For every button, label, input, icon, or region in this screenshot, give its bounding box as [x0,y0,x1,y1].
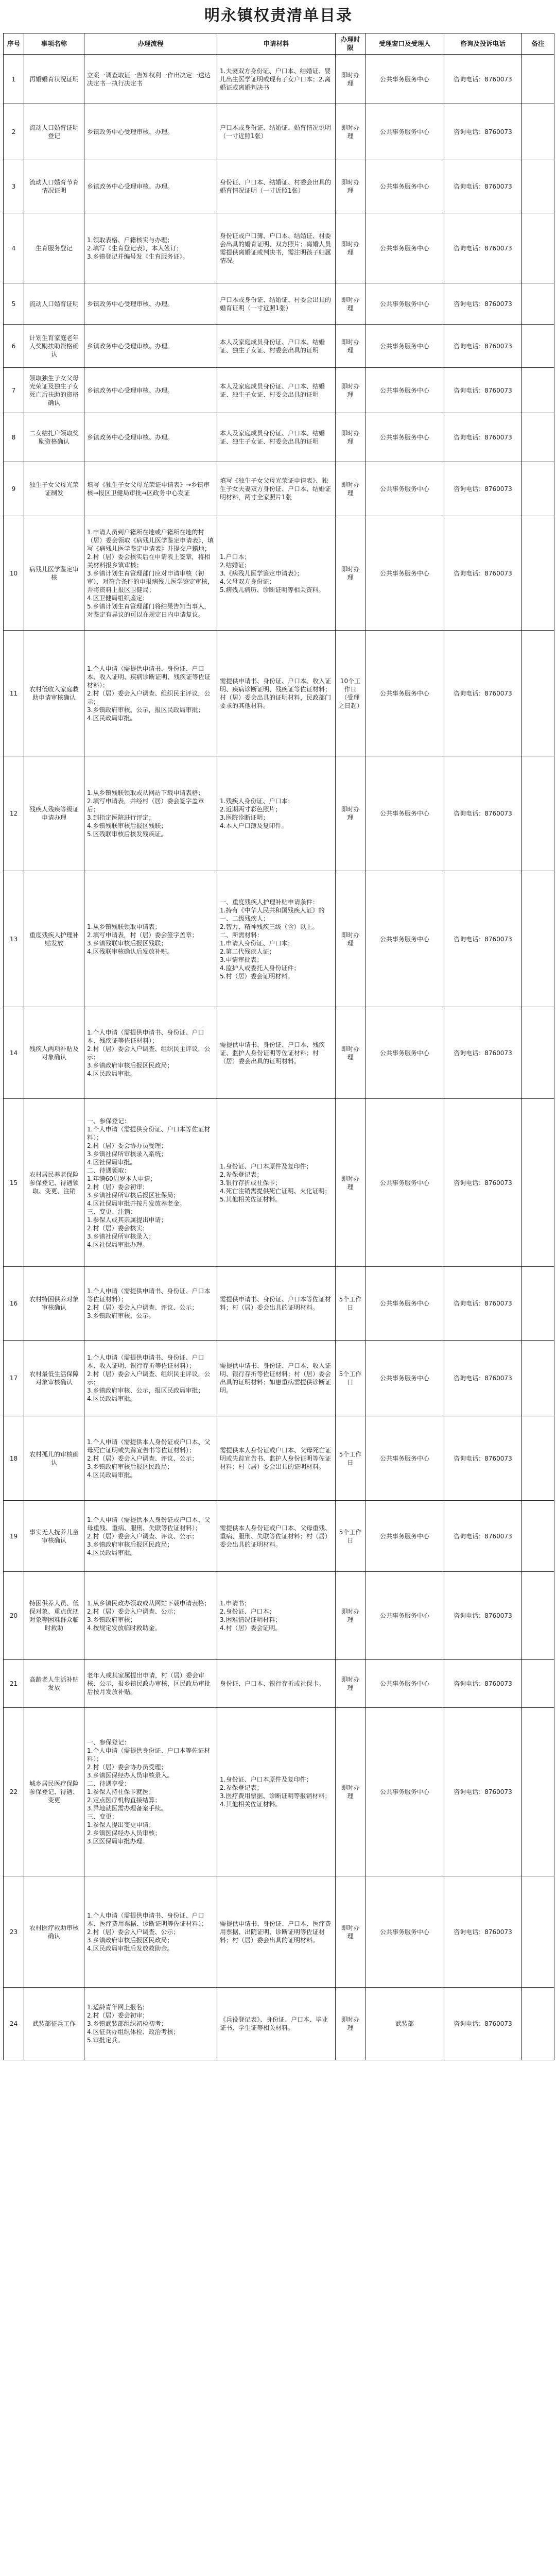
time-limit-cell: 即时办理 [336,55,365,104]
item-name-cell: 生育服务登记 [24,213,84,283]
phone-cell: 咨询电话：8760073 [444,1341,522,1416]
process-cell: 老年人或其家属提出申请，村（居）委会审核、公示，报乡镇民政办审核，区民政局审批后按月发放补贴。 [84,1660,217,1708]
phone-cell: 咨询电话：8760073 [444,462,522,516]
seq-cell: 18 [4,1416,24,1501]
table-row [4,631,554,756]
phone-cell: 咨询电话：8760073 [444,516,522,631]
seq-cell: 17 [4,1341,24,1416]
time-limit-cell: 即时办理 [336,756,365,871]
column-header-phone: 咨询及投诉电话 [444,33,522,55]
table-row [4,1572,554,1660]
table-row [4,55,554,104]
time-limit-cell: 即时办理 [336,1007,365,1099]
materials-cell: 1.申请书； 2.身份证、户口本； 3.困难情况证明材料； 4.村（居）委会证明。 [217,1572,336,1660]
phone-cell: 咨询电话：8760073 [444,1988,522,2060]
table-header-row [4,33,554,55]
table-row [4,1099,554,1267]
time-limit-cell: 即时办理 [336,368,365,413]
note-cell [522,756,554,871]
materials-cell: 1.身份证、户口本原件及复印件； 2.参保登记表； 3.医疗费用票据、诊断证明等报销材料； 4.其他相关佐证材料。 [217,1708,336,1876]
window-cell: 公共事务服务中心 [365,1099,444,1267]
note-cell [522,1572,554,1660]
phone-cell: 咨询电话：8760073 [444,1501,522,1572]
process-cell: 1.个人申请（需提供申请书、身份证、户口本、残疾证等佐证材料）； 2.村（居）委会入户调查、组织民主评议，公示； 3.乡镇政府审核后报区民政局； 4.区民政局审批。 [84,1007,217,1099]
seq-cell: 21 [4,1660,24,1708]
process-cell: 1.从乡镇残联领取或从网站下载申请表格； 2.填写申请表，并经村（居）委会签字盖章后； 3.到指定医院进行评定； 4.乡镇残联审核后报区残联； 5.区残联审核后核发残疾证。 [84,756,217,871]
materials-cell: 本人及家庭成员身份证、户口本、结婚证、独生子女证、村委会出具的证明 [217,413,336,462]
page-title: 明永镇权责清单目录 [204,7,353,25]
seq-cell: 7 [4,368,24,413]
materials-cell: 身份证、户口本、银行存折或社保卡。 [217,1660,336,1708]
note-cell [522,631,554,756]
phone-cell: 咨询电话：8760073 [444,325,522,368]
note-cell [522,55,554,104]
seq-cell: 11 [4,631,24,756]
seq-cell: 16 [4,1267,24,1341]
item-name-cell: 流动人口婚育证明 [24,283,84,325]
note-cell [522,1501,554,1572]
time-limit-cell: 即时办理 [336,1876,365,1988]
seq-cell: 2 [4,104,24,160]
window-cell: 公共事务服务中心 [365,462,444,516]
phone-cell: 咨询电话：8760073 [444,160,522,213]
materials-cell: 1.身份证、户口本原件及复印件； 2.参保登记表； 3.银行存折或社保卡； 4.死亡注销需提供死亡证明、火化证明； 5.其他相关佐证材料。 [217,1099,336,1267]
seq-cell: 19 [4,1501,24,1572]
column-header-window: 受理窗口及受理人 [365,33,444,55]
time-limit-cell: 即时办理 [336,104,365,160]
window-cell: 公共事务服务中心 [365,1572,444,1660]
note-cell [522,104,554,160]
seq-cell: 3 [4,160,24,213]
column-header-note: 备注 [522,33,554,55]
column-header-name: 事项名称 [24,33,84,55]
table-row [4,283,554,325]
materials-cell: 需提供本人身份证或户口本、父母重残、重病、服刑、失联等佐证材料；村（居）委会出具的证明材料。 [217,1501,336,1572]
item-name-cell: 再婚婚育状况证明 [24,55,84,104]
table-row [4,516,554,631]
window-cell: 公共事务服务中心 [365,368,444,413]
window-cell: 公共事务服务中心 [365,55,444,104]
table-row [4,213,554,283]
time-limit-cell: 即时办理 [336,160,365,213]
time-limit-cell: 5个工作日 [336,1416,365,1501]
column-header-seq: 序号 [4,33,24,55]
window-cell: 公共事务服务中心 [365,1708,444,1876]
phone-cell: 咨询电话：8760073 [444,1876,522,1988]
seq-cell: 5 [4,283,24,325]
phone-cell: 咨询电话：8760073 [444,1267,522,1341]
window-cell: 公共事务服务中心 [365,1876,444,1988]
process-cell: 立案一调查取证一告知权利一作出决定一送达决定书一执行决定书 [84,55,217,104]
phone-cell: 咨询电话：8760073 [444,283,522,325]
time-limit-cell: 5个工作日 [336,1267,365,1341]
phone-cell: 咨询电话：8760073 [444,631,522,756]
item-name-cell: 重度残疾人护理补贴发放 [24,871,84,1007]
process-cell: 乡镇政务中心受理审核、办理。 [84,413,217,462]
time-limit-cell: 即时办理 [336,516,365,631]
time-limit-cell: 10个工作日（受理之日起） [336,631,365,756]
table-row [4,1501,554,1572]
phone-cell: 咨询电话：8760073 [444,1099,522,1267]
time-limit-cell: 即时办理 [336,413,365,462]
process-cell: 1.领取表格、户籍核实与办理； 2.填写《生育登记表》，本人签订； 3.乡镇登记并编号发《生育服务证》。 [84,213,217,283]
phone-cell: 咨询电话：8760073 [444,1660,522,1708]
phone-cell: 咨询电话：8760073 [444,1572,522,1660]
note-cell [522,213,554,283]
item-name-cell: 残疾人两项补贴及对象确认 [24,1007,84,1099]
item-name-cell: 流动人口婚育节育情况证明 [24,160,84,213]
materials-cell: 需提供申请书、身份证、户口本、收入证明、银行存折等佐证材料；村（居）委会出具的证明材料；如患重病需提供诊断证明。 [217,1341,336,1416]
time-limit-cell: 即时办理 [336,1660,365,1708]
phone-cell: 咨询电话：8760073 [444,413,522,462]
item-name-cell: 二女结扎户领取奖励资格确认 [24,413,84,462]
phone-cell: 咨询电话：8760073 [444,871,522,1007]
process-cell: 1.个人申请（需提供申请书、身份证、户口本、医疗费用票据、诊断证明等佐证材料）； 2.村（居）委会入户调查、公示； 3.乡镇政府审核后报区民政局； 4.区民政局审批后发放救助金。 [84,1876,217,1988]
item-name-cell: 武装部征兵工作 [24,1988,84,2060]
note-cell [522,1708,554,1876]
note-cell [522,1099,554,1267]
window-cell: 公共事务服务中心 [365,104,444,160]
item-name-cell: 特困供养人员、低保对象、重点优抚对象等困难群众临时救助 [24,1572,84,1660]
table-row [4,756,554,871]
column-header-time: 办理时限 [336,33,365,55]
window-cell: 公共事务服务中心 [365,1416,444,1501]
process-cell: 1.个人申请（需提供本人身份证或户口本、父母死亡证明或失踪宣告书等佐证材料）； 2.村（居）委会入户调查、评议、公示； 3.乡镇政府审核后报区民政局； 4.区民政局审批。 [84,1416,217,1501]
window-cell: 公共事务服务中心 [365,213,444,283]
phone-cell: 咨询电话：8760073 [444,756,522,871]
time-limit-cell: 5个工作日 [336,1501,365,1572]
table-row [4,1708,554,1876]
time-limit-cell: 5个工作日 [336,1341,365,1416]
note-cell [522,1007,554,1099]
time-limit-cell: 即时办理 [336,1572,365,1660]
catalog-body [4,55,554,2060]
note-cell [522,871,554,1007]
phone-cell: 咨询电话：8760073 [444,1416,522,1501]
item-name-cell: 独生子女父母光荣证制发 [24,462,84,516]
time-limit-cell: 即时办理 [336,213,365,283]
materials-cell: 户口本或身份证、结婚证、婚育情况说明（一寸近照1张） [217,104,336,160]
materials-cell: 身份证或户口簿、户口本、结婚证、村委会出具的婚育证明、双方照片；离婚人员需提供离婚证或判决书，需注明孩子归属情况。 [217,213,336,283]
seq-cell: 6 [4,325,24,368]
process-cell: 乡镇政务中心受理审核、办理。 [84,283,217,325]
item-name-cell: 残疾人残疾等级证申请办理 [24,756,84,871]
window-cell: 公共事务服务中心 [365,283,444,325]
window-cell: 公共事务服务中心 [365,1007,444,1099]
item-name-cell: 高龄老人生活补贴发放 [24,1660,84,1708]
table-row [4,160,554,213]
seq-cell: 23 [4,1876,24,1988]
table-row [4,1341,554,1416]
process-cell: 乡镇政务中心受理审核、办理。 [84,368,217,413]
process-cell: 1.个人申请（需提供申请书、身份证、户口本、收入证明、疾病诊断证明、残疾证等佐证材料）； 2.村（居）委会入户调查、组织民主评议，公示； 3.乡镇政府审核、公示，报区民政局审批； 4.区民政局审批。 [84,631,217,756]
materials-cell: 一、重度残疾人护理补贴申请条件： 1.持有《中华人民共和国残疾人证》的一、二级残疾人； 2.智力、精神残疾三级（含）以上。 二、所需材料： 1.申请人身份证、户口本； 2.第二代残疾人证； 3.申请审批表； 4.监护人或委托人身份证件； 5.村（居）委会证明材料。 [217,871,336,1007]
materials-cell: 需提供本人身份证或户口本、父母死亡证明或失踪宣告书、监护人身份证明等佐证材料；村（居）委会出具的证明材料。 [217,1416,336,1501]
seq-cell: 20 [4,1572,24,1660]
note-cell [522,1267,554,1341]
time-limit-cell: 即时办理 [336,1708,365,1876]
process-cell: 一、参保登记： 1.个人申请（需提供身份证、户口本等佐证材料）； 2.村（居）委会协办员受理； 3.乡镇社保所审核录入系统； 4.区社保局审批。 二、待遇领取： 1.年满60周岁本人申请； 2.村（居）委会初审； 3.乡镇社保所审核后报区社保局； 4.区社保局审批并按月发放养老金。 三、变更、注销： 1.参保人或其亲属提出申请； 2.村（居）委会核实； 3.乡镇社保所审核录入； 4.区社保局审批办理。 [84,1099,217,1267]
window-cell: 公共事务服务中心 [365,871,444,1007]
note-cell [522,160,554,213]
materials-cell: 本人及家庭成员身份证、户口本、结婚证、独生子女证、村委会出具的证明 [217,368,336,413]
process-cell: 乡镇政务中心受理审核、办理。 [84,104,217,160]
materials-cell: 1.夫妻双方身份证、户口本、结婚证、婴儿出生医学证明或现有子女户口本；2.离婚证或离婚判决书 [217,55,336,104]
table-row [4,104,554,160]
catalog-table [3,33,554,2060]
materials-cell: 填写《独生子女父母光荣证申请表》、独生子女夫妻双方身份证、户口本、结婚证明材料，两寸全家照片1张 [217,462,336,516]
note-cell [522,1341,554,1416]
materials-cell: 需提供申请书、身份证、户口本等佐证材料；村（居）委会出具的证明材料。 [217,1267,336,1341]
phone-cell: 咨询电话：8760073 [444,1007,522,1099]
process-cell: 一、参保登记： 1.个人申请（需提供身份证、户口本等佐证材料）； 2.村（居）委会协办员受理； 3.乡镇医保经办人员审核录入。 二、待遇享受： 1.参保人持社保卡就医； 2.定点医疗机构直接结算； 3.异地就医需办理备案手续。 三、变更： 1.参保人提出变更申请； 2.乡镇医保经办人员审核； 3.区医保局审批办理。 [84,1708,217,1876]
time-limit-cell: 即时办理 [336,462,365,516]
table-row [4,1660,554,1708]
table-row [4,1876,554,1988]
note-cell [522,516,554,631]
seq-cell: 24 [4,1988,24,2060]
note-cell [522,368,554,413]
window-cell: 公共事务服务中心 [365,756,444,871]
process-cell: 1.从乡镇民政办领取或从网站下载申请表格； 2.村（居）委会入户调查、公示； 3.乡镇政府审核； 4.按规定发放临时救助金。 [84,1572,217,1660]
materials-cell: 身份证、户口本、结婚证、村委会出具的婚育情况证明（一寸近照1张） [217,160,336,213]
seq-cell: 12 [4,756,24,871]
note-cell [522,1660,554,1708]
seq-cell: 13 [4,871,24,1007]
item-name-cell: 农村特困供养对象审核确认 [24,1267,84,1341]
window-cell: 公共事务服务中心 [365,160,444,213]
materials-cell: 本人及家庭成员身份证、户口本、结婚证、独生子女证、村委会出具的证明 [217,325,336,368]
item-name-cell: 城乡居民医疗保险参保登记、待遇、变更 [24,1708,84,1876]
window-cell: 公共事务服务中心 [365,1341,444,1416]
time-limit-cell: 即时办理 [336,283,365,325]
time-limit-cell: 即时办理 [336,871,365,1007]
process-cell: 1.个人申请（需提供本人身份证或户口本、父母重残、重病、服刑、失联等佐证材料）； 2.村（居）委会入户调查、评议、公示； 3.乡镇政府审核后报区民政局； 4.区民政局审批。 [84,1501,217,1572]
window-cell: 公共事务服务中心 [365,516,444,631]
table-row [4,1416,554,1501]
time-limit-cell: 即时办理 [336,1988,365,2060]
item-name-cell: 农村医疗救助审核确认 [24,1876,84,1988]
item-name-cell: 农村低收入家庭救助申请审核确认 [24,631,84,756]
note-cell [522,1988,554,2060]
item-name-cell: 农村最低生活保障对象审核确认 [24,1341,84,1416]
materials-cell: 需提供申请书、身份证、户口本、医疗费用票据、出院证明、诊断证明等佐证材料；村（居）委会出具的证明材料。 [217,1876,336,1988]
phone-cell: 咨询电话：8760073 [444,1708,522,1876]
materials-cell: 1.户口本； 2.结婚证； 3.《病残儿医学鉴定申请表》； 4.父母双方身份证； 5.病残儿病历、诊断证明等相关资料。 [217,516,336,631]
phone-cell: 咨询电话：8760073 [444,104,522,160]
window-cell: 公共事务服务中心 [365,1267,444,1341]
table-row [4,1267,554,1341]
window-cell: 公共事务服务中心 [365,631,444,756]
table-row [4,871,554,1007]
column-header-materials: 申请材料 [217,33,336,55]
note-cell [522,325,554,368]
table-row [4,368,554,413]
time-limit-cell: 即时办理 [336,325,365,368]
process-cell: 填写《独生子女父母光荣证申请表》→乡镇审核→报区卫健局审批→区政务中心发证 [84,462,217,516]
table-row [4,413,554,462]
note-cell [522,283,554,325]
window-cell: 公共事务服务中心 [365,325,444,368]
process-cell: 乡镇政务中心受理审核、办理。 [84,325,217,368]
process-cell: 乡镇政务中心受理审核、办理。 [84,160,217,213]
item-name-cell: 病残儿医学鉴定审核 [24,516,84,631]
phone-cell: 咨询电话：8760073 [444,368,522,413]
note-cell [522,1416,554,1501]
table-row [4,462,554,516]
seq-cell: 22 [4,1708,24,1876]
seq-cell: 8 [4,413,24,462]
note-cell [522,1876,554,1988]
table-row [4,1988,554,2060]
materials-cell: 户口本或身份证、结婚证、村委会出具的婚育证明（一寸近照1张） [217,283,336,325]
process-cell: 1.个人申请（需提供申请书、身份证、户口本、收入证明、银行存折等佐证材料）； 2.村（居）委会入户调查、组织民主评议，公示； 3.乡镇政府审核、公示，报区民政局审批； 4.区民政局审批。 [84,1341,217,1416]
window-cell: 公共事务服务中心 [365,1660,444,1708]
materials-cell: 1.残疾人身份证、户口本； 2.近期两寸彩色照片； 3.医院诊断证明； 4.本人户口簿及复印件。 [217,756,336,871]
process-cell: 1.个人申请（需提供申请书、身份证、户口本等佐证材料）； 2.村（居）委会入户调查、评议、公示； 3.乡镇政府审核、公示。 [84,1267,217,1341]
seq-cell: 1 [4,55,24,104]
item-name-cell: 农村孤儿的审核确认 [24,1416,84,1501]
item-name-cell: 农村居民养老保险参保登记、待遇领取、变更、注销 [24,1099,84,1267]
item-name-cell: 领取独生子女父母光荣证及独生子女死亡后扶助的资格确认 [24,368,84,413]
window-cell: 公共事务服务中心 [365,413,444,462]
note-cell [522,462,554,516]
time-limit-cell: 即时办理 [336,1099,365,1267]
window-cell: 武装部 [365,1988,444,2060]
window-cell: 公共事务服务中心 [365,1501,444,1572]
seq-cell: 10 [4,516,24,631]
table-row [4,1007,554,1099]
materials-cell: 需提供申请书、身份证、户口本、收入证明、疾病诊断证明、残疾证等佐证材料；村（居）委会出具的证明材料，民政部门要求的其他材料。 [217,631,336,756]
item-name-cell: 流动人口婚育证明登记 [24,104,84,160]
phone-cell: 咨询电话：8760073 [444,213,522,283]
materials-cell: 需提供申请书、身份证、户口本、残疾证、监护人身份证明等佐证材料；村（居）委会出具的证明材料。 [217,1007,336,1099]
seq-cell: 14 [4,1007,24,1099]
process-cell: 1.适龄青年网上报名； 2.村（居）委会初审； 3.乡镇武装部组织初检初考； 4.区征兵办组织体检、政治考核； 5.审批定兵。 [84,1988,217,2060]
item-name-cell: 计划生育家庭老年人奖励扶助资格确认 [24,325,84,368]
note-cell [522,413,554,462]
table-row [4,325,554,368]
process-cell: 1.申请人员到户籍所在地或户籍所在地的村（居）委会领取《病残儿医学鉴定申请表》，填写《病残儿医学鉴定申请表》并提交户籍地； 2.村（居）委会核实后在申请表上签章，将相关材料报乡镇审核； 3.乡镇计划生育管理部门应对申请审核（初审），对符合条件的申报病残儿医学鉴定审核，并将资料上报区卫健局； 4.区卫健局组织鉴定； 5.乡镇计划生育管理部门将结果告知当事人，对鉴定有异议的可以在规定日内申请复议。 [84,516,217,631]
materials-cell: 《兵役登记表》、身份证、户口本、毕业证书、学生证等相关材料。 [217,1988,336,2060]
seq-cell: 9 [4,462,24,516]
process-cell: 1.从乡镇残联领取申请表； 2.填写申请表，村（居）委会签字盖章； 3.乡镇残联审核后报区残联； 4.区残联审核确认后发放补贴。 [84,871,217,1007]
seq-cell: 15 [4,1099,24,1267]
column-header-process: 办理流程 [84,33,217,55]
phone-cell: 咨询电话：8760073 [444,55,522,104]
item-name-cell: 事实无人抚养儿童审核确认 [24,1501,84,1572]
seq-cell: 4 [4,213,24,283]
